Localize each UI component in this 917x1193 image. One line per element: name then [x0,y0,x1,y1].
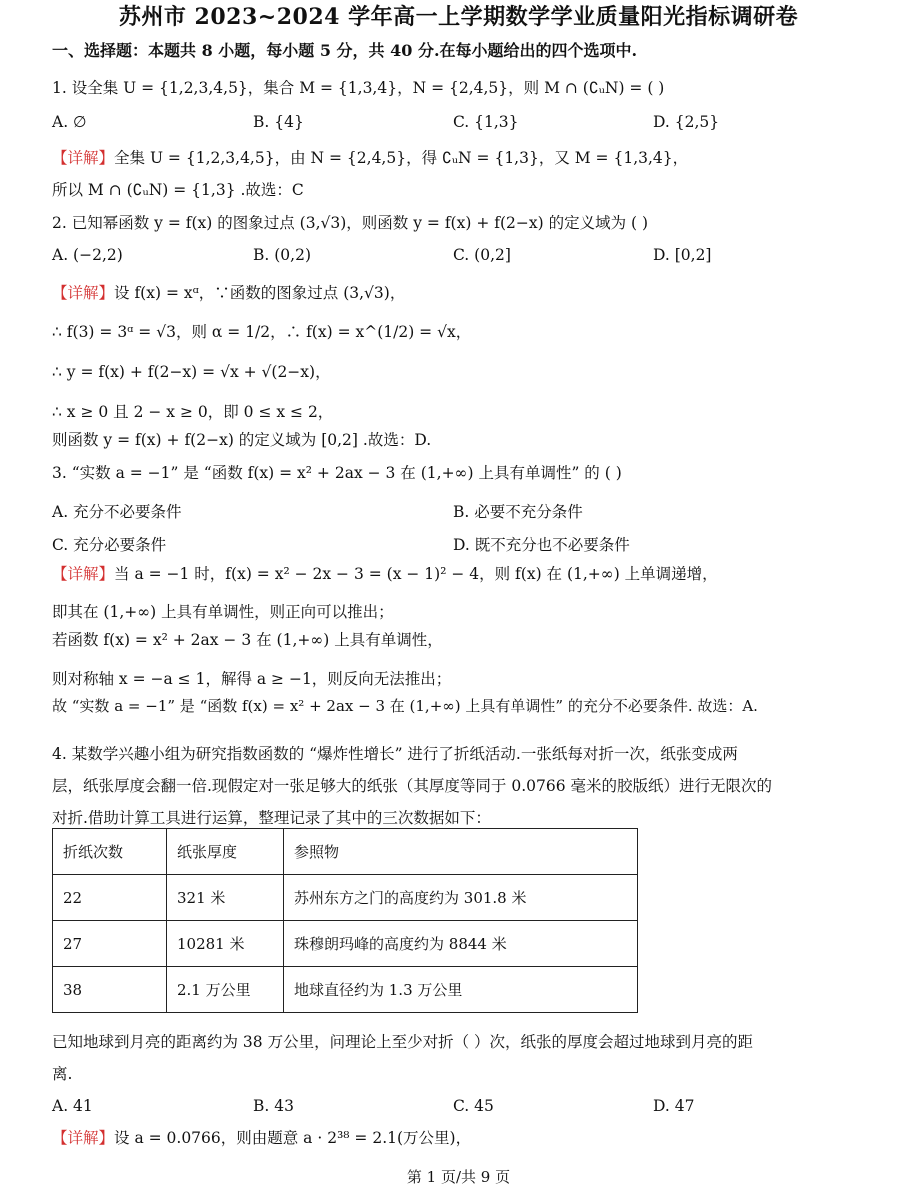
q2-option-a: A. (−2,2) [52,246,123,264]
q3-solution-line-1 [52,562,718,584]
folding-data-table [52,828,638,1013]
q4-question-line-1: 已知地球到月亮的距离约为 38 万公里，问理论上至少对折（ ）次，纸张的厚度会超过地球到月亮的距 [52,1033,754,1051]
table-cell: 27 [53,921,167,967]
table-row [53,921,638,967]
q2-solution-line-4: ∴ x ≥ 0 且 2 − x ≥ 0，即 0 ≤ x ≤ 2， [52,403,334,421]
q1-option-b: B. {4} [253,113,304,131]
q4-solution-text-1: 设 a = 0.0766，则由题意 a · 2³⁸ = 2.1(万公里)， [114,1129,472,1147]
q4-option-a: A. 41 [52,1097,93,1115]
q4-option-d: D. 47 [653,1097,695,1115]
q4-option-c: C. 45 [453,1097,494,1115]
q2-solution-tag: 【详解】 [52,284,115,302]
q3-stem: 3. “实数 a = −1” 是 “函数 f(x) = x² + 2ax − 3 在 (1,+∞) 上具有单调性” 的 ( ) [52,464,622,482]
q3-option-a: A. 充分不必要条件 [52,503,182,521]
q2-option-c: C. (0,2] [453,246,511,264]
table-cell: 2.1 万公里 [167,967,284,1013]
q4-solution-line-1 [52,1126,471,1148]
q2-stem: 2. 已知幂函数 y = f(x) 的图象过点 (3,√3)，则函数 y = f(x) + f(2−x) 的定义域为 ( ) [52,214,649,232]
table-header-row [53,829,638,875]
q3-solution-tag: 【详解】 [52,565,115,583]
q3-solution-line-3: 若函数 f(x) = x² + 2ax − 3 在 (1,+∞) 上具有单调性， [52,631,443,649]
table-header-cell: 参照物 [284,829,638,875]
table-cell: 10281 米 [167,921,284,967]
q4-question-line-2: 离. [52,1065,73,1083]
table-cell: 地球直径约为 1.3 万公里 [284,967,638,1013]
table-cell: 321 米 [167,875,284,921]
q3-solution-line-2: 即其在 (1,+∞) 上具有单调性，则正向可以推出； [52,603,394,621]
q1-solution-text-1: 全集 U = {1,2,3,4,5}，由 N = {2,4,5}，得 ∁ᵤN = {1,3}，又 M = {1,3,4}， [114,149,689,167]
q1-stem: 1. 设全集 U = {1,2,3,4,5}，集合 M = {1,3,4}，N = {2,4,5}，则 M ∩ (∁ᵤN) = ( ) [52,79,665,97]
q4-paragraph-1: 4. 某数学兴趣小组为研究指数函数的 “爆炸性增长” 进行了折纸活动.一张纸每对折一次，纸张变成两 [52,745,738,763]
q3-solution-line-4: 则对称轴 x = −a ≤ 1，解得 a ≥ −1，则反向无法推出； [52,670,452,688]
table-cell: 22 [53,875,167,921]
paper-title: 苏州市 2023~2024 学年高一上学期数学学业质量阳光指标调研卷 [118,4,799,30]
table-row [53,875,638,921]
section-header: 一、选择题：本题共 8 小题，每小题 5 分，共 40 分.在每小题给出的四个选项中. [52,41,638,60]
q3-option-b: B. 必要不充分条件 [453,503,583,521]
page-footer: 第 1 页/共 9 页 [406,1168,511,1186]
q4-paragraph-3: 对折.借助计算工具进行运算，整理记录了其中的三次数据如下： [52,809,491,827]
q3-solution-line-5: 故 “实数 a = −1” 是 “函数 f(x) = x² + 2ax − 3 在 (1,+∞) 上具有单调性” 的充分不必要条件. 故选：A. [52,697,758,715]
table-cell: 38 [53,967,167,1013]
table-cell: 苏州东方之门的高度约为 301.8 米 [284,875,638,921]
q2-solution-text-1: 设 f(x) = xᵅ，∵函数的图象过点 (3,√3)， [114,284,406,302]
q2-solution-line-5: 则函数 y = f(x) + f(2−x) 的定义域为 [0,2] .故选：D. [52,431,432,449]
q4-paragraph-2: 层，纸张厚度会翻一倍.现假定对一张足够大的纸张（其厚度等同于 0.0766 毫米的胶版纸）进行无限次的 [52,777,773,795]
table-cell: 珠穆朗玛峰的高度约为 8844 米 [284,921,638,967]
q4-solution-tag: 【详解】 [52,1129,115,1147]
q2-option-b: B. (0,2) [253,246,311,264]
q1-option-c: C. {1,3} [453,113,519,131]
q1-solution-line-2: 所以 M ∩ (∁ᵤN) = {1,3} .故选：C [52,181,304,199]
q1-solution-line-1 [52,146,688,168]
q2-solution-line-1 [52,281,405,303]
q1-option-d: D. {2,5} [653,113,720,131]
q4-option-b: B. 43 [253,1097,294,1115]
table-row [53,967,638,1013]
table-header-cell: 折纸次数 [53,829,167,875]
q1-option-a: A. ∅ [52,113,87,131]
q3-option-d: D. 既不充分也不必要条件 [453,536,630,554]
q3-solution-text-1: 当 a = −1 时，f(x) = x² − 2x − 3 = (x − 1)² − 4，则 f(x) 在 (1,+∞) 上单调递增， [114,565,718,583]
q2-solution-line-3: ∴ y = f(x) + f(2−x) = √x + √(2−x)， [52,363,331,381]
q2-option-d: D. [0,2] [653,246,712,264]
q3-option-c: C. 充分必要条件 [52,536,167,554]
q2-solution-line-2: ∴ f(3) = 3ᵅ = √3，则 α = 1/2，∴ f(x) = x^(1/2) = √x， [52,323,472,341]
table-header-cell: 纸张厚度 [167,829,284,875]
q1-solution-tag: 【详解】 [52,149,115,167]
